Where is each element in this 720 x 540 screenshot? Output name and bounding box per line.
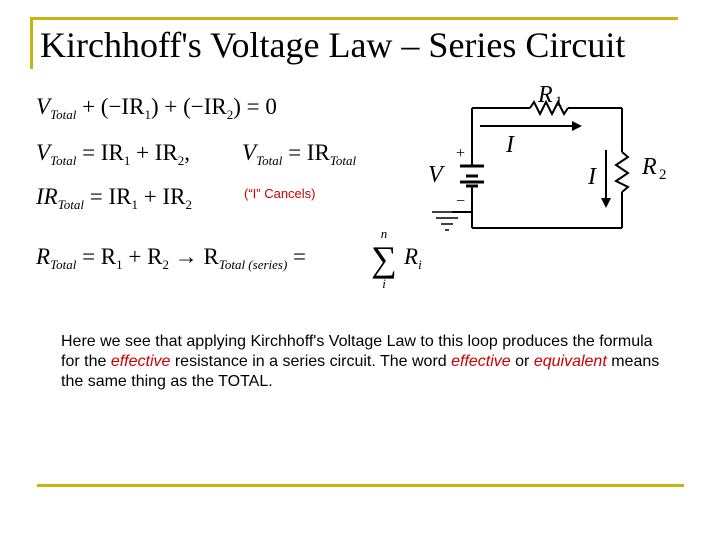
emphasis-effective: effective [110,353,171,370]
equation-r-total: $R_{Total} = R_1 + R_2 \to R_{Total (series)}$ = [36,244,307,272]
r1-label: R [538,82,553,108]
slide-title: Kirchhoff's Voltage Law – Series Circuit [40,25,626,65]
summation-symbol: n ∑ i [371,226,397,291]
equation-vtotal-sum: $V_{Total} = IR_1 + IR_2$, [36,140,191,168]
series-circuit-diagram [422,78,692,238]
emphasis-equivalent: equivalent [533,353,607,370]
bottom-rule [37,484,684,487]
equation-vtotal-ir: $V_{Total} = IR_{Total}$ [242,140,357,168]
resistor-r2-icon [616,152,628,192]
explanation-paragraph: Here we see that applying Kirchhoff's Voltage Law to this loop produces the formula for the effective resistance in a series circuit. The word effective or equivalent means the same thing as the TOTAL. [61,333,660,390]
r2-label: R [642,154,657,180]
equation-kvl-sum: $V_{Total} + (-IR_1) + (-IR_2) = 0$ [36,94,277,122]
current-label-right: I [588,164,596,190]
r1-subscript: 1 [555,94,563,110]
cancels-note: (“I” Cancels) [244,186,316,201]
battery-minus-sign: − [456,193,466,210]
source-voltage-label: V [428,162,443,188]
equation-ir-total: $IR_{Total} = IR_1 + IR_2$ [36,184,192,212]
summation-term: $R_i$ [404,244,422,272]
title-frame-left-rule [30,17,33,69]
ground-symbol-icon [432,212,462,230]
current-label-top: I [506,132,514,158]
title-frame-top-rule [30,17,678,20]
current-arrowhead-top-icon [572,121,582,131]
battery-plus-sign: + [456,145,466,162]
emphasis-effective-2: effective [451,353,511,370]
current-arrowhead-right-icon [601,198,611,208]
r2-subscript: 2 [659,167,667,183]
